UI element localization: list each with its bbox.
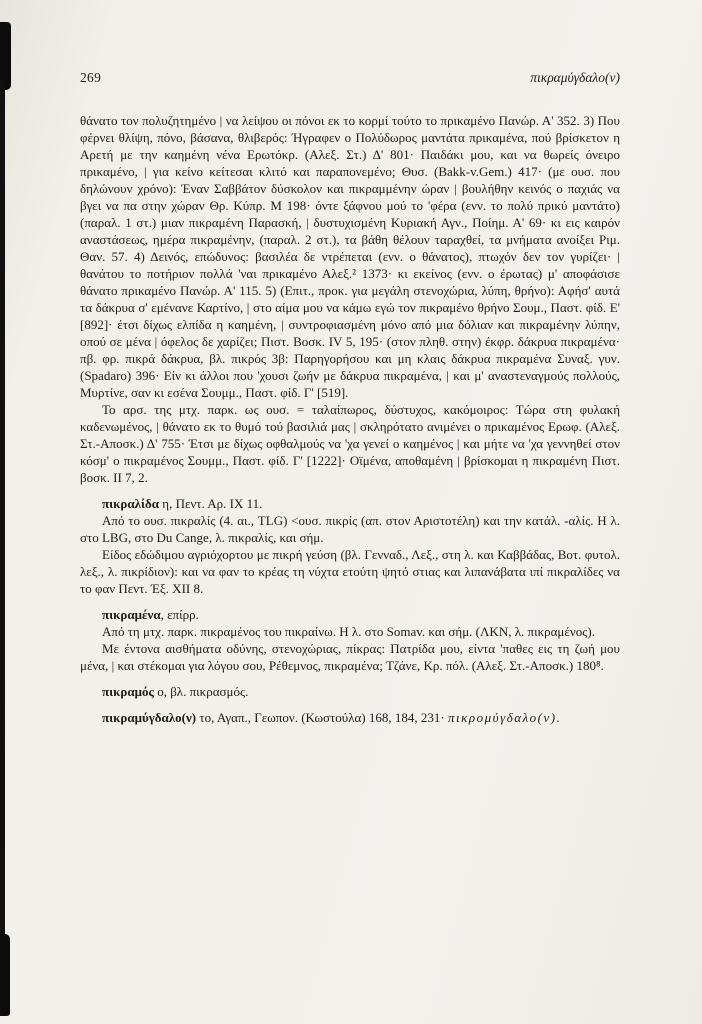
entry-text: , επίρρ. <box>160 607 199 622</box>
paragraph: Από τη μτχ. παρκ. πικραμένος του πικραίνω. Η λ. στο Somav. και σήμ. (ΛΚΝ, λ. πικραμένος). <box>102 624 595 639</box>
running-headword: πικραμύγδαλο(ν) <box>530 70 620 85</box>
entry-variant: πικρομύγδαλο(ν). <box>447 710 562 725</box>
page-number: 269 <box>80 70 102 85</box>
paragraph: θάνατο τον πολυζητημένο | να λείψου οι πόνοι εκ το κορμί τούτο το πρικαμένο Πανώρ. Α' 352. 3) Που φέρνει θλίψη, πόνο, βάσανα, θλιβερός: Ήγραφεν ο Πολύδωρος μαντάτα πρικαμένα, πού βρίσκετον η Αρετή με την καημένη νένα Ερωτόκρ. (Αλεξ. Στ.) Δ' 801· Παιδάκι μου, και να θωρείς όνειρο πρικαμένο, | για κείνο κείτεσαι κλιτό και παραπονεμένο; Θυσ. (Bakk-v.Gem.) 417· (με ουσ. που δηλώνουν χρόνο): Έναν Σαββάτον δύσκολον και πικραμμένην ώραν | βουλήθην κεινός ο παχιάς να βγει να πα στην χώραν Θρ. Κύπρ. Μ 198· όντε ξάφνου μού το 'φέρα (ενν. το πολύ πρικύ μαντάτο) (παραλ. 1 στ.) μιαν πικραμένη Παρασκή, | δυστυχισμένη Κυριακή Αγν., Ποίημ. Α' 69· κι εις καιρόν αναστάσεως, ημέρα πικραμένην, (παραλ. 2 στ.), τα βάθη θέλουν ταραχθεί, τα μνήματα ανοίξει Ριμ. Θαν. 57. 4) Δεινός, επώδυνος: βασιλέα δε ντρέπεται (ενν. ο θάνατος), πτωχόν δεν τον γυρίζει· | θανάτου το ποτήριον πολλά 'ναι πρικαμένο Αλεξ.² 1373· κι εκείνος (ενν. ο έρωτας) μ' αποφάσισε θάνατο πρικαμένο Πανώρ. Α' 115. 5) (Επιτ., προκ. για μεγάλη στενοχώρια, λύπη, θρήνο): Αφήσ' αυτά τα δάκρυα σ' εμένανε Καρτίνο, | στο αίμα μου να κάμω εγώ τον πικραμένο θρήνο Σουμ., Παστ. φίδ. Ε' [892]· έτσι δίχως ελπίδα η καημένη, | συντροφιασμένη μόνο από μια δόλιαν και πικραμένην λύπην, οπού σε μένα | όφελος δε χαρίζει; Πιστ. Βοσκ. IV 5, 195· (στον πληθ. στην) έκφρ. δάκρυα πικραμένα· πβ. φρ. πικρά δάκρυα, βλ. πικρός 3β: Παρηγορήσου και μη κλαις δάκρυα πικραμένα Συναξ. γυν. (Spadaro) 396· Είν κι άλλοι που 'χουσι ζωήν με δάκρυα πικραμένα, | και μ' αναστεναγμούς πολλούς, Μυρτίνε, σαν κι εσένα Σουμμ., Παστ. φίδ. Γ' [519]. <box>80 113 620 400</box>
entry-headword: πικραμύγδαλο(ν) <box>102 710 197 725</box>
entry-text: η, Πεντ. Αρ. IX 11. <box>159 496 263 511</box>
entry-text: το, Αγαπ., Γεωπον. (Κωστούλα) 168, 184, 231· <box>196 710 448 725</box>
paragraph: Από το ουσ. πικραλίς (4. αι., TLG) <ουσ. πικρίς (απ. στον Αριστοτέλη) και την κατάλ. -αλίς. Η λ. στο LBG, στο Du Cange, λ. πικραλίς, και σήμ. <box>80 513 620 545</box>
dictionary-entry-pikramygdalo <box>80 709 620 726</box>
scan-artifact-edge <box>0 80 5 942</box>
paragraph: Με έντονα αισθήματα οδύνης, στενοχώριας, πίκρας: Πατρίδα μου, είντα 'παθες εις τη ζωή μου μένα, | και στέκομαι για λόγου σου, Ρέθεμνος, πικραμένα; Τζάνε, Κρ. πόλ. (Αλεξ. Στ.-Αποσκ.) 180⁸. <box>80 641 620 673</box>
scan-artifact-bottom <box>0 934 10 1016</box>
entry-text: ο, βλ. πικρασμός. <box>153 684 249 699</box>
dictionary-entry-pikramos <box>80 683 620 700</box>
paragraph: Το αρσ. της μτχ. παρκ. ως ουσ. = ταλαίπωρος, δύστυχος, κακόμοιρος: Τώρα στη φυλακή καδενωμένος, | θάνατο εκ το θυμό τού βασιλιά μας | σκληρότατο ανιμένει ο πρικαμένος Ερωφ. (Αλεξ. Στ.-Αποσκ.) Δ' 755· Έτσι με δίχως οφθαλμούς να 'χα γενεί ο καημένος | και μήτε να 'χα γεννηθεί στον κόσμ' ο πικραμένος Σουμμ., Παστ. φίδ. Γ' [1222]· Οϊμένα, αποθαμένη | βρίσκομαι η πικραμένη Πιστ. βοσκ. II 7, 2. <box>80 402 620 485</box>
text-block <box>80 70 620 726</box>
dictionary-entry-pikralida <box>80 495 620 512</box>
running-header <box>80 70 620 86</box>
dictionary-text <box>80 112 620 726</box>
entry-headword: πικραμένα <box>102 607 161 622</box>
entry-headword: πικραμός <box>102 684 154 699</box>
paragraph: Είδος εδώδιμου αγριόχορτου με πικρή γεύση (βλ. Γενναδ., Λεξ., στη λ. και Καββάδας, Βοτ. φυτολ. λεξ., λ. πικρίδιον): και να φαν το κρέας τη νύχτα ετούτη ψητό στιας και λιπανάβατα ιπί πικραλίδες να το φαν Πεντ. Έξ. XII 8. <box>80 547 620 596</box>
entry-headword: πικραλίδα <box>102 496 160 511</box>
dictionary-entry-pikramena <box>80 606 620 623</box>
